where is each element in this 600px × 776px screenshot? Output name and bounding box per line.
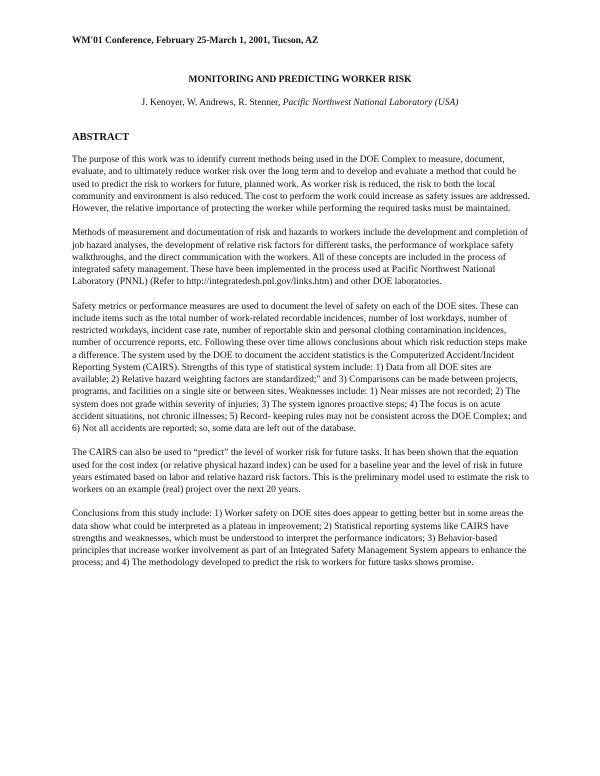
author-names: J. Kenoyer, W. Andrews, R. Stenner, [141,98,283,108]
running-header: WM'01 Conference, February 25-March 1, 2001, Tucson, AZ [72,36,319,46]
abstract-heading: ABSTRACT [72,132,130,143]
paragraph-safety-metrics: Safety metrics or performance measures are used to document the level of safety on each of the DOE sites. These can include items such as the total number of work-related recordable incidences, number of lost workdays, number of restricted workdays, incident case rate, number of reportable skin and personal clothing contamination incidences, number of occurrence reports, etc. Following these over time allows conclusions about which risk reduction steps make a difference. The system used by the DOE to document the accident statistics is the Computerized Accident/Incident Reporting System (CAIRS). Strengths of this type of statistical system include: 1) Data from all DOE sites are available; 2) Relative hazard weighting factors are standardized;" and 3) Comparisons can be made between projects, programs, and facilities on a single site or between sites. Weaknesses include: 1) Near misses are not recorded; 2) The system does not grade within severity of injuries; 3) The system ignores proactive steps; 4) The focus is on acute accident situations, not chronic illnesses; 5) Record- keeping rules may not be consistent across the DOE Complex; and 6) Not all accidents are reported; so, some data are left out of the database. [72,301,527,434]
paragraph-conclusions: Conclusions from this study include: 1) Worker safety on DOE sites does appear to getting better but in some areas the data show what could be interpreted as a plateau in improvement; 2) Statistical reporting systems like CAIRS have strengths and weaknesses, which must be understood to interpret the performance indicators; 3) Behavior-based principles that increase worker involvement as part of an Integrated Safety Management System appears to enhance the process; and 4) The methodology developed to predict the risk to workers for future tasks shows promise. [72,509,527,569]
abstract-body [72,154,530,582]
paragraph-purpose: The purpose of this work was to identify current methods being used in the DOE Complex to measure, document, evaluate, and to ultimately reduce worker risk over the long term and to develop and evaluate a method that could be used to predict the risk to workers for future, planned work. As worker risk is reduced, the risk to both the local community and environment is also reduced. The cost to perform the work could increase as safety issues are addressed. However, the relative importance of protecting the worker while performing the required tasks must be maintained. [72,155,530,214]
paragraph-cairs-prediction: The CAIRS can also be used to “predict” the level of worker risk for future tasks. It has been shown that the equation used for the cost index (or relative physical hazard index) can be used for a baseline year and the level of risk in future years estimated based on labor and relative hazard risk factors. This is the preliminary model used to estimate the risk to workers on an example (real) project over the next 20 years. [72,448,530,495]
paper-title: MONITORING AND PREDICTING WORKER RISK [188,75,412,85]
paragraph-methods: Methods of measurement and documentation of risk and hazards to workers include the development and completion of job hazard analyses, the development of relative risk factors for different tasks, the performance of workplace safety walkthroughs, and the direct communication with the workers. All of these concepts are included in the process of integrated safety management. These have been implemented in the process used at Pacific Northwest National Laboratory (PNNL) (Refer to http://integratedesh.pnl.gov/links.htm) and other DOE laboratories. [72,228,528,288]
author-affiliation: Pacific Northwest National Laboratory (USA) [282,98,459,108]
author-line [0,98,600,108]
